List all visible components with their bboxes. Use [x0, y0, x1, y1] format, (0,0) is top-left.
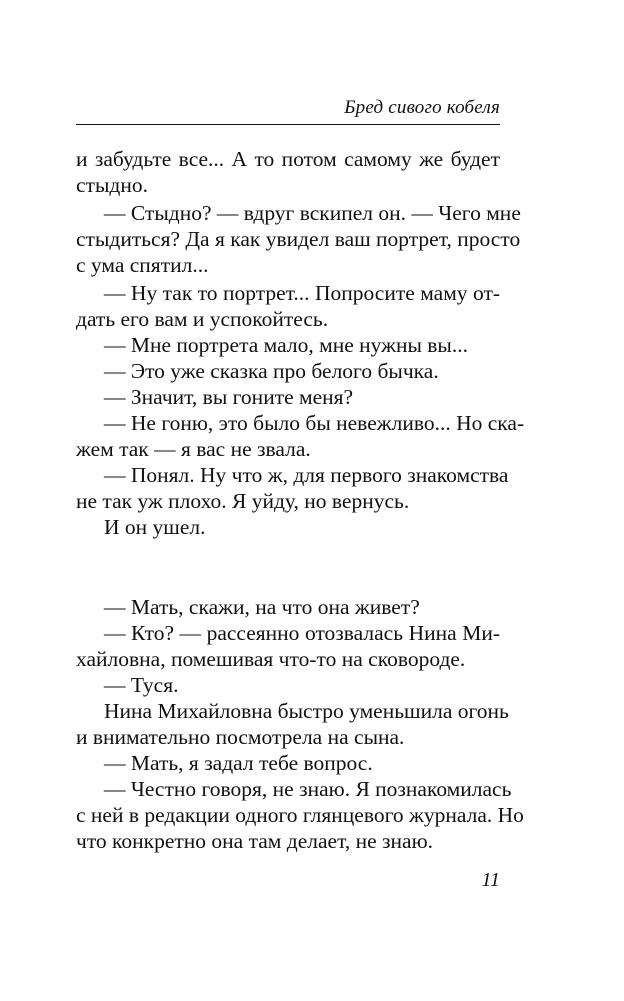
- text-line: — Не гоню, это было бы невежливо... Но ска-: [104, 411, 525, 435]
- text-line: что конкретно она там делает, не знаю.: [76, 829, 434, 853]
- text-line: стыдно.: [76, 173, 148, 197]
- text-line: дать его вам и успокойтесь.: [76, 307, 329, 331]
- text-line: — Мне портрета мало, мне нужны вы...: [104, 333, 468, 357]
- text-line: — Это уже сказка про белого бычка.: [104, 359, 439, 383]
- text-line: не так уж плохо. Я уйду, но вернусь.: [76, 489, 410, 513]
- text-line: — Мать, я задал тебе вопрос.: [104, 751, 373, 775]
- text-line: — Значит, вы гоните меня?: [104, 385, 354, 409]
- text-line: с ней в редакции одного глянцевого журнала. Но: [76, 803, 524, 827]
- text-line: и внимательно посмотрела на сына.: [76, 725, 405, 749]
- text-line: — Ну так то портрет... Попросите маму от-: [104, 281, 500, 305]
- text-line: жем так — я вас не звала.: [76, 437, 311, 461]
- text-line: — Честно говоря, не знаю. Я познакомилась: [104, 777, 512, 801]
- text-line: хайловна, помешивая что-то на сковороде.: [76, 647, 466, 671]
- running-head: Бред сивого кобеля: [344, 97, 500, 118]
- text-line: — Мать, скажи, на что она живет?: [104, 595, 420, 619]
- text-line: с ума спятил...: [76, 253, 209, 277]
- text-line: и забудьте все... А то потом самому же будет: [76, 147, 500, 171]
- text-line: — Стыдно? — вдруг вскипел он. — Чего мне: [104, 201, 521, 225]
- text-line: И он ушел.: [104, 515, 206, 539]
- text-line: — Понял. Ну что ж, для первого знакомства: [104, 463, 509, 487]
- text-line: — Туся.: [104, 673, 179, 697]
- text-line: Нина Михайловна быстро уменьшила огонь: [104, 699, 509, 723]
- header-rule: [76, 124, 500, 125]
- text-line: стыдиться? Да я как увидел ваш портрет, просто: [76, 227, 521, 251]
- page-number: 11: [481, 869, 500, 891]
- text-line: — Кто? — рассеянно отозвалась Нина Ми-: [104, 621, 500, 645]
